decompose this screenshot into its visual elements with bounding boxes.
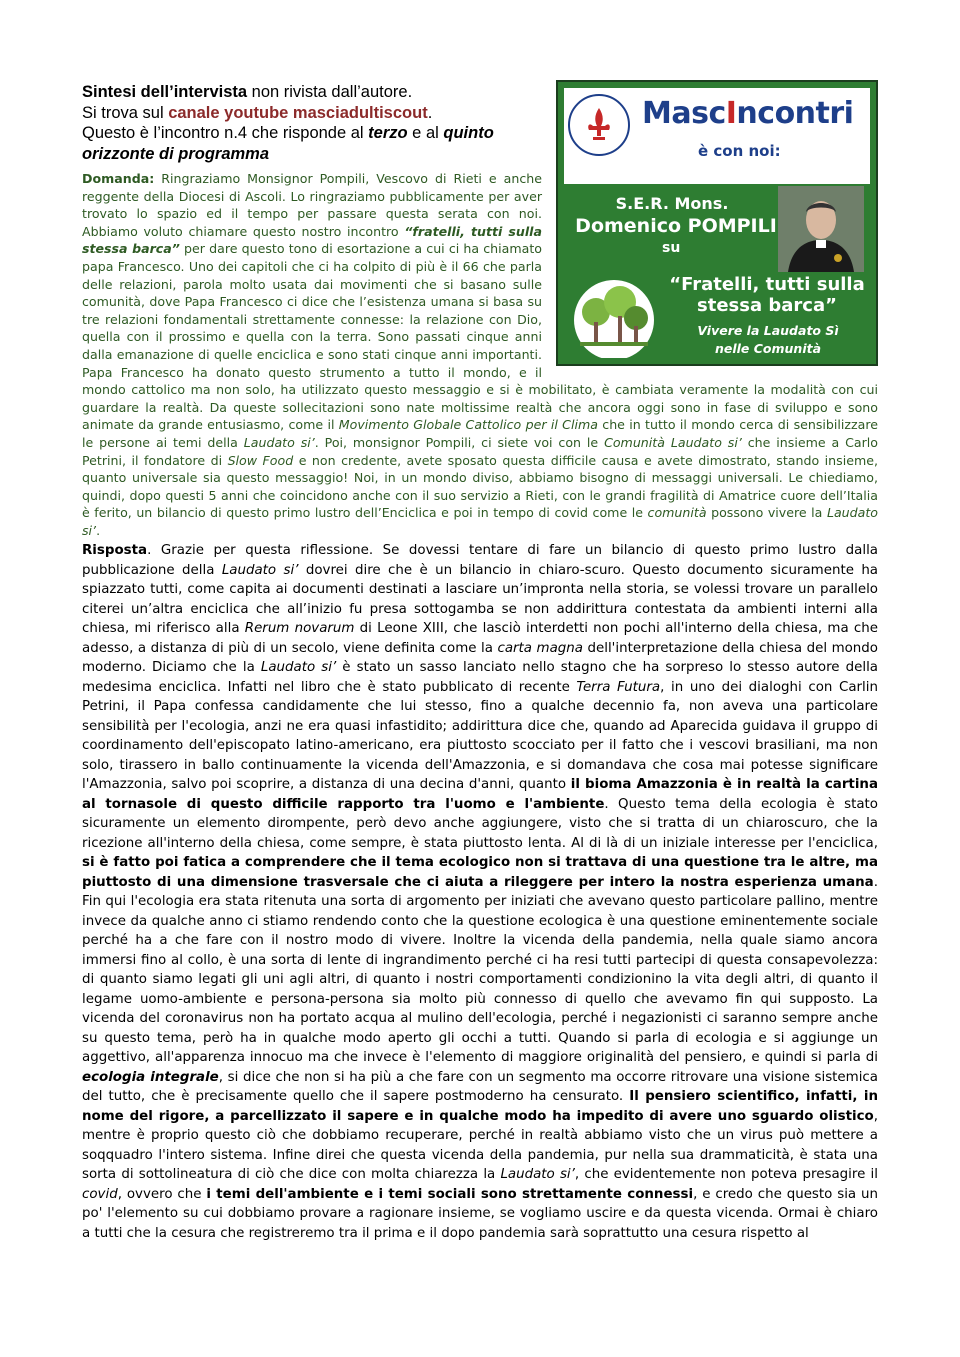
poster-subtitle: Vivere la Laudato Sì nelle Comunità (697, 323, 839, 356)
fleur-de-lis-icon (584, 106, 614, 144)
poster-brand: MascIncontri (642, 96, 854, 131)
answer-paragraph: Risposta. Grazie per questa riflessione. Se dovessi tentare di fare un bilancio di questo primo lustro dalla pubblicazione della Laudato si’ dovrei dire che è un bilancio in chiaro-scuro. Questo documento sicuramente ha spiazzato tutti, come capita ai documenti destinati a lasciare un’impronta nella storia, se volessi trovare un parallelo citerei un’altra enciclica che all’inizio fu presa sottogamba se non addirittura contestata da ambienti interni alla chiesa, mi riferisco alla Rerum novarum di Leone XIII, che lasciò interdetti non pochi all'interno della chiesa, ma che adesso, a distanza di più di un secolo, viene definita come la carta magna dell'interpretazione della chiesa del mondo moderno. Diciamo che la Laudato si’ è stato un sasso lanciato nello stagno che ha sorpreso lo stesso autore della medesima enciclica. Infatti nel libro che è stato pubblicato di recente Terra Futura, in uno dei dialoghi con Carlin Petrini, il Papa confessa candidamente che lui stesso, fino a qualche decennio fa, non aveva una particolare sensibilità per l'ecologia, anzi ne era quasi infastidito; addirittura dice che, quando ad Aparecida guidava il gruppo di coordinamento dell'episcopato latino-americano, era piuttosto scocciato per il fatto che i vescovi brasiliani, ma non solo, tirassero in ballo continuamente la vicenda dell'Amazzonia, e si domandava che cosa mai potesse significare l'Amazzonia, salvo poi scoprire, a distanza di una decina d'anni, quanto il bioma Amazzonia è in realtà la cartina al tornasole di questo difficile rapporto tra l'uomo e l'ambiente. Questo tema della ecologia è stato sicuramente un elemento dirompente, però devo anche aggiungere, visto che si tratta di un chiaroscuro, che la ricezione all'interno della chiesa, come sempre, è stata piuttosto lenta. Al di là di un iniziale interesse per l'enciclica, si è fatto poi fatica a comprendere che il tema ecologico non si trattava di una questione tra le altre, ma piuttosto di una dimensione trasversale che ci aiuta a rileggere per intero la nostra esperienza umana. Fin qui l'ecologia era stata ritenuta una sorta di argomento per iniziati che avevano questo particolare pallino, mentre invece da qualche anno ci stiamo rendendo conto che la questione ecologica è una questione eminentemente sociale perché ha a che fare con il nostro modo di vivere. Inoltre la vicenda della pandemia, nella quale siamo ancora immersi fino al collo, è una sorta di lente di ingrandimento perché ci ha resi tutti partecipi di questa consapevolezza: di quanto siamo legati gli uni agli altri, di quanto i nostri comportamenti condizionino la vita degli altri, di quanto il legame uomo-ambiente e persona-persona sia molto più connesso di quello che avevamo fin qui supposto. La vicenda del coronavirus non ha portato acqua al mulino dell'ecologia, perché i negazionisti ci saranno sempre anche su questo tema, però ha in qualche modo aperto gli occhi a tutti. Quando si parla di ecologia e si aggiunge un aggettivo, all'apparenza innocuo ma che invece è l'elemento di maggiore originalità del pensiero, e quindi si parla di ecologia integrale, si dice che non si ha più a che fare con un segmento ma occorre ritrovare una visione sistemica del tutto, che è precisamente quello che il sapere postmoderno ha censurato. Il pensiero scientifico, infatti, in nome del rigore, a parcellizzato il sapere e in qualche modo ha impedito di avere uno sguardo olistico, mentre è proprio questo ciò che dobbiamo recuperare, perché in realtà abbiamo visto che un virus può mettere a soqquadro l'intero sistema. Infine direi che questa vicenda della pandemia, pur nella sua drammaticità, è stata una sorta di sottolineatura di ciò che dice con molta chiarezza la Laudato si’, che evidentemente non poteva presagire il covid, ovvero che i temi dell'ambiente e i temi sociali sono strettamente connessi, e credo che questo sia un po' l'elemento su cui dobbiamo provare a ragionare insieme, se vogliamo uscire e da questa vicenda. Ormai è chiaro a tutti che la cesura che registreremo tra il prima e il dopo pandemia sarà soprattutto una cesura rispetto al (82, 543, 879, 1241)
intro-line-2: Si trova sul canale youtube masciadultiscout. (82, 103, 433, 122)
poster-event-title: “Fratelli, tutti sulla stessa barca” (669, 274, 865, 316)
poster-title-ser: S.E.R. Mons. (615, 194, 729, 213)
intro-line-4: orizzonte di programma (82, 144, 270, 163)
bishop-photo (778, 186, 864, 272)
masci-incontri-poster (556, 80, 878, 366)
masci-logo-icon (568, 94, 630, 156)
intro-line-3: Questo è l’incontro n.4 che risponde al terzo e al quinto (82, 124, 494, 142)
trees-illustration (566, 272, 662, 358)
portrait-icon (778, 186, 864, 272)
youtube-channel-link[interactable]: canale youtube masciadultiscout (168, 103, 428, 122)
poster-su: su (662, 240, 681, 256)
intro-block (82, 82, 544, 164)
tree-icon (566, 272, 662, 358)
poster-speaker-name: Domenico POMPILI (575, 215, 777, 237)
document-page (82, 82, 878, 1243)
poster-with-us: è con noi: (698, 142, 781, 160)
intro-line-1: Sintesi dell’intervista non rivista dall’autore. (82, 83, 413, 101)
question-paragraph: Domanda: Ringraziamo Monsignor Pompili, Vescovo di Rieti e anche reggente della Diocesi di Ascoli. Lo ringraziamo pubblicamente per aver trovato lo spazio ed il tempo per passare questa serata con noi. Abbiamo voluto chiamare questo nostro incontro “fratelli, tutti sulla stessa barca” per dare questo tono di esortazione a cui ci ha chiamato papa Francesco. Uno dei capitoli che ci ha colpito di più è il 66 che parla delle relazioni, parola molto usata dai movimenti che si basano sulle comunità, dove Papa Francesco ci dice che l’esistenza umana si basa su tre relazioni fondamentali strettamente connesse: la relazione con Dio, quella con il prossimo e quella con la terra. Sono passati cinque anni dalla emanazione di quelle enciclica e sono stati cinque anni importanti. Papa Francesco ha donato questo strumento a tutto il mondo, e il mondo cattolico ma non solo, ha utilizzato questo messaggio e si è mobilitato, è cambiata veramente la modalità con cui guardare la realtà. Da queste sollecitazioni sono nate moltissime realtà che ancora oggi sono in fase di sviluppo e sono animate da grande entusiasmo, come il Movimento Globale Cattolico per il Clima che in tutto il mondo cerca di sensibilizzare le persone ai temi della Laudato si’. Poi, monsignor Pompili, ci siete voi con le Comunità Laudato si’ che insieme a Carlo Petrini, il fondatore di Slow Food e non credente, avete sposato questa difficile causa e avete dimostrato, stando insieme, quanto universale sia questo messaggio! Noi, in un mondo diviso, abbiamo bisogno di messaggi universali. Le chiediamo, quindi, dopo questi 5 anni che coincidono anche con il suo servizio a Rieti, con le grandi fragilità di Amatrice cuore dell’Italia è ferito, un bilancio di questo primo lustro dell’Enciclica e poi in tempo di covid come le comunità possono vivere la Laudato si’. (82, 171, 879, 538)
